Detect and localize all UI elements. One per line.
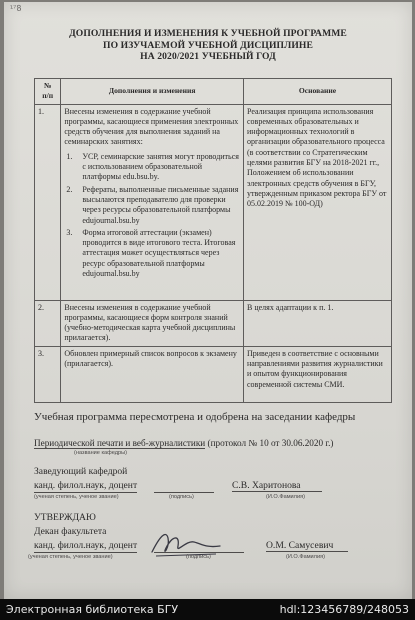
- row-change: Внесены изменения в содержание учебной программы, касающиеся форм контроля знаний (учебно-методическая карта учебной дисциплины прилагается).: [61, 300, 244, 346]
- header-num-line1: №: [43, 81, 52, 90]
- list-item-number: 1.: [66, 151, 73, 161]
- list-item-number: 3.: [66, 227, 73, 237]
- row-basis: В целях адаптации к п. 1.: [244, 300, 392, 346]
- header-num-line2: п/п: [42, 91, 54, 101]
- protocol-line: [34, 438, 333, 448]
- department-name: Периодической печати и веб-журналистики: [34, 438, 206, 448]
- row-change: Обновлен примерный список вопросов к экзамену (прилагается).: [61, 346, 244, 402]
- row-basis: Приведен в соответствие с основными направлениями развития журналистики и опытом функционирования современной системы СМИ.: [244, 346, 392, 402]
- list-item-number: 2.: [66, 184, 73, 194]
- dean-title: Декан факультета: [34, 526, 107, 537]
- list-item-text: Рефераты, выполненные письменные задания высылаются преподавателю для проверки через ресурсы образовательной платформы edujournal.bsu.by: [82, 184, 239, 225]
- head-name-caption: (И.О.Фамилия): [266, 494, 305, 500]
- dean-degree: канд. филол.наук, доцент: [34, 540, 138, 551]
- list-item-text: УСР, семинарские занятия могут проводиться с использованием образовательной платформы edu.bsu.by.: [82, 151, 239, 182]
- document-page: [4, 2, 412, 599]
- change-intro: Внесены изменения в содержание учебной программы, касающиеся применения электронных средств обучения для выполнения заданий на семинарских занятиях:: [64, 106, 239, 147]
- dean-approve: УТВЕРЖДАЮ: [34, 512, 96, 523]
- title-line-3: НА 2020/2021 УЧЕБНЫЙ ГОД: [140, 51, 276, 62]
- table-row: [35, 300, 392, 346]
- header-num: [35, 79, 61, 105]
- department-caption: (название кафедры): [74, 450, 127, 456]
- dean-sign-line: [154, 552, 244, 553]
- approved-text: Учебная программа пересмотрена и одобрена на заседании кафедры: [34, 411, 356, 423]
- document-title: [4, 28, 412, 63]
- dean-name: О.М. Самусевич: [266, 540, 348, 552]
- row-num: 3.: [35, 346, 61, 402]
- head-sign-line: [154, 492, 214, 493]
- dean-sign-caption: (подпись): [186, 554, 211, 560]
- changes-table: [34, 78, 392, 403]
- list-item: [64, 152, 240, 183]
- footer-library-name: Электронная библиотека БГУ: [6, 603, 179, 616]
- row-num: 1.: [35, 104, 61, 300]
- protocol-number: (протокол № 10 от 30.06.2020 г.): [207, 438, 334, 448]
- dean-name-caption: (И.О.Фамилия): [286, 554, 325, 560]
- change-list: [64, 152, 240, 280]
- dean-degree-caption: (ученая степень, ученое звание): [28, 554, 113, 560]
- list-item-text: Форма итоговой аттестации (экзамен) проводится в виде итогового теста. Итоговая аттестация может осуществляться через ресурс образовательной платформы edujournal.bsu.by: [82, 227, 236, 279]
- head-title: Заведующий кафедрой: [34, 466, 128, 477]
- list-item: [64, 185, 240, 226]
- footer-handle-link[interactable]: hdl:123456789/248053: [279, 603, 409, 616]
- head-name: С.В. Харитонова: [232, 480, 322, 492]
- corner-note: ¹⁷8: [9, 3, 22, 14]
- title-line-1: ДОПОЛНЕНИЯ И ИЗМЕНЕНИЯ К УЧЕБНОЙ ПРОГРАММЕ: [69, 28, 347, 39]
- table-row: [35, 346, 392, 402]
- head-degree: канд. филол.наук, доцент: [34, 480, 138, 491]
- header-changes: Дополнения и изменения: [61, 79, 244, 105]
- library-footer: [0, 599, 415, 620]
- list-item: [64, 228, 240, 279]
- row-num: 2.: [35, 300, 61, 346]
- header-basis: Основание: [244, 79, 392, 105]
- head-degree-caption: (ученая степень, ученое звание): [34, 494, 119, 500]
- title-line-2: ПО ИЗУЧАЕМОЙ УЧЕБНОЙ ДИСЦИПЛИНЕ: [103, 39, 313, 51]
- row-basis: Реализация принципа использования современных образовательных и информационных технологий в организации образовательного процесса (в соответствии со Стратегическим целями развития БГУ на 2018-2021 гг., Положением об использовании электронных средств обучения в БГУ, утвержденным приказом ректора БГУ от 05.02.2019 № 100-ОД): [244, 104, 392, 300]
- head-sign-caption: (подпись): [169, 494, 194, 500]
- row-change: [61, 104, 244, 300]
- table-header-row: [35, 79, 392, 105]
- table-row: [35, 104, 392, 300]
